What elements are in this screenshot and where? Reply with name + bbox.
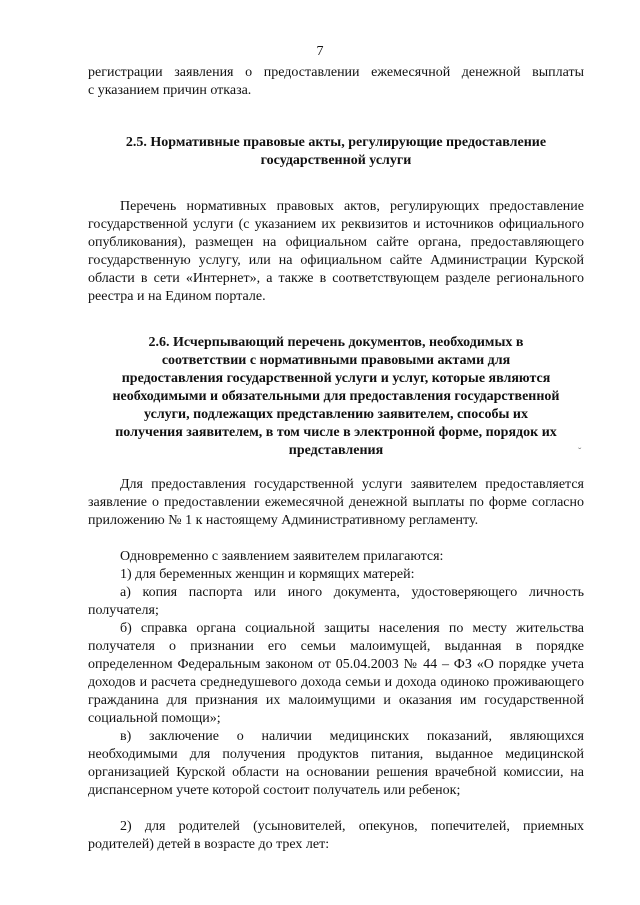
section-2-6-intro-paragraph: Для предоставления государственной услуги заявителем предоставляется заявление о предоставлении ежемесячной денежной выплаты по форме согласно приложению № 1 к настоящему Административному регламенту. [88,477,584,528]
item-2: 2) для родителей (усыновителей, опекунов, попечителей, приемных родителей) детей в возрасте до трех лет: [88,819,584,852]
intro-line-1: регистрации заявления о предоставлении ежемесячной денежной выплаты [88,65,584,80]
attached-line: Одновременно с заявлением заявителем прилагаются: [120,549,444,564]
section-2-5-heading-line-1: 2.5. Нормативные правовые акты, регулирующие предоставление [125,135,547,150]
section-2-6-heading-line-6: получения заявителем, в том числе в электронной форме, порядок их [115,425,557,440]
item-1: 1) для беременных женщин и кормящих матерей: [120,567,415,582]
section-2-6-heading-line-2: соответствии с нормативными правовыми актами для [161,353,511,368]
intro-paragraph [88,64,584,100]
page-number: 7 [316,44,324,59]
section-2-6-heading-line-5: услуги, подлежащих представлению заявителем, способы их [144,407,528,422]
item-1c: в) заключение о наличии медицинских показаний, являющихся необходимыми для получения продуктов питания, выданное медицинской организацией Курской области на основании решения врачебной комиссии, на диспансерном учете которой состоит получатель или ребенок; [88,729,584,798]
section-2-6-heading [88,334,584,460]
section-2-6-heading-line-1: 2.6. Исчерпывающий перечень документов, необходимых в [148,335,524,350]
section-2-6-heading-line-7: представления [288,443,384,458]
item-1b: б) справка органа социальной защиты населения по месту жительства получателя о признании его семьи малоимущей, выданная в порядке определенном Федеральным законом от 05.04.2003 № 44 – ФЗ «О порядке учета доходов и расчета среднедушевого дохода семьи и дохода одиноко проживающего гражданина для признания их малоимущими и оказания им государственной социальной помощи»; [88,621,584,726]
section-2-6-heading-line-4: необходимыми и обязательными для предоставления государственной [112,389,560,404]
intro-line-2: с указанием причин отказа. [88,83,252,98]
section-2-6-heading-line-3: предоставления государственной услуги и услуг, которые являются [121,371,551,386]
section-2-5-heading [88,134,584,170]
item-1a: а) копия паспорта или иного документа, удостоверяющего личность получателя; [88,585,584,618]
section-2-5-body: Перечень нормативных правовых актов, регулирующих предоставление государственной услуги (с указанием их реквизитов и источников официального опубликования), размещен на официальном сайте органа, предоставляющего государственную услугу, или на официальном сайте Администрации Курской области в сети «Интернет», а также в соответствующем разделе регионального реестра и на Едином портале. [88,199,584,304]
margin-mark: ˇ [578,447,582,458]
section-2-5-heading-line-2: государственной услуги [260,153,412,168]
